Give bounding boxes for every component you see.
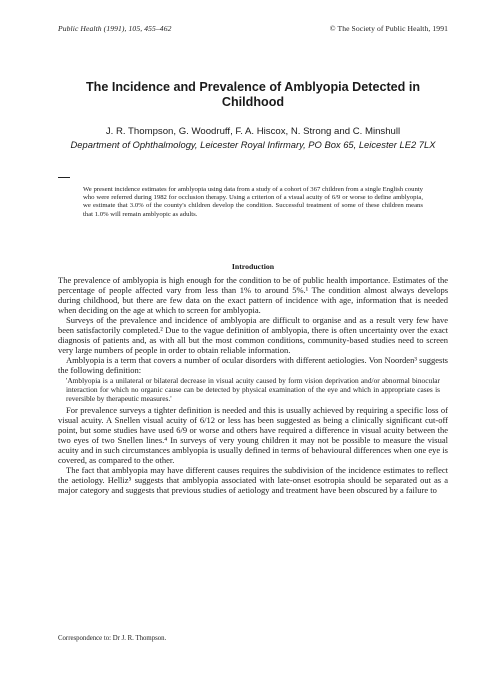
copyright-notice: © The Society of Public Health, 1991 xyxy=(329,24,448,33)
body-paragraph: The prevalence of amblyopia is high enough for the condition to be of public health importance. Estimates of the percentage of people affected vary from less than 1% to around 5%.¹ The condition almost always develops during childhood, but there are few data on the exact pattern of incidence with age, information that is needed when deciding on the age at which to screen for amblyopia. xyxy=(58,275,448,315)
author-list: J. R. Thompson, G. Woodruff, F. A. Hiscox, N. Strong and C. Minshull xyxy=(105,126,401,137)
article-body xyxy=(58,275,448,495)
body-paragraph: For prevalence surveys a tighter definition is needed and this is usually achieved by requiring a specific loss of visual acuity. A Snellen visual acuity of 6/12 or less has been suggested as being a clinically significant cut-off point, but some studies have used 6/9 or worse and others have required a difference in visual acuity between the two eyes of two Snellen lines.⁴ In surveys of very young children it may not be possible to measure the visual acuity and in such circumstances amblyopia is usually defined in terms of behavioural differences when one eye is covered, as compared to the other. xyxy=(58,405,448,465)
abstract: We present incidence estimates for amblyopia using data from a study of a cohort of 367 children from a single English county who were referred during 1982 for occlusion therapy. Using a criterion of a visual acuity of 6/9 or worse to define amblyopia, we estimate that 3.0% of the county's children develop the condition. Successful treatment of some of these children means that 1.0% will remain amblyopic as adults. xyxy=(83,186,423,218)
section-heading-introduction: Introduction xyxy=(231,262,275,271)
body-paragraph: The fact that amblyopia may have different causes requires the subdivision of the incidence estimates to reflect the aetiology. Helliz⁵ suggests that amblyopia associated with late-onset esotropia should be separated out as a major category and suggests that previous studies of aetiology and treatment have been obscured by a failure to xyxy=(58,465,448,495)
body-paragraph: Surveys of the prevalence and incidence of amblyopia are difficult to organise and as a result very few have been satisfactorily completed.² Due to the vague definition of amblyopia, there is often uncertainty over the exact diagnosis of patients and, as with all but the most common conditions, community-based studies need to screen very large numbers of people in order to obtain reliable information. xyxy=(58,315,448,355)
body-paragraph: Amblyopia is a term that covers a number of ocular disorders with different aetiologies. Von Noorden³ suggests the following definition: xyxy=(58,355,448,375)
correspondence-footnote: Correspondence to: Dr J. R. Thompson. xyxy=(58,635,167,642)
article-title: The Incidence and Prevalence of Amblyopia Detected in Childhood xyxy=(85,80,421,110)
journal-citation: Public Health (1991), 105, 455–462 xyxy=(58,24,172,33)
running-head xyxy=(58,24,448,33)
author-affiliation: Department of Ophthalmology, Leicester Royal Infirmary, PO Box 65, Leicester LE2 7LX xyxy=(70,139,436,150)
separator-dash xyxy=(58,177,70,178)
definition-quote: 'Amblyopia is a unilateral or bilateral decrease in visual acuity caused by form vision deprivation and/or abnormal binocular interaction for which no organic cause can be detected by physical examination of the eye and which in appropriate cases is reversible by therapeutic measures.' xyxy=(66,376,440,403)
